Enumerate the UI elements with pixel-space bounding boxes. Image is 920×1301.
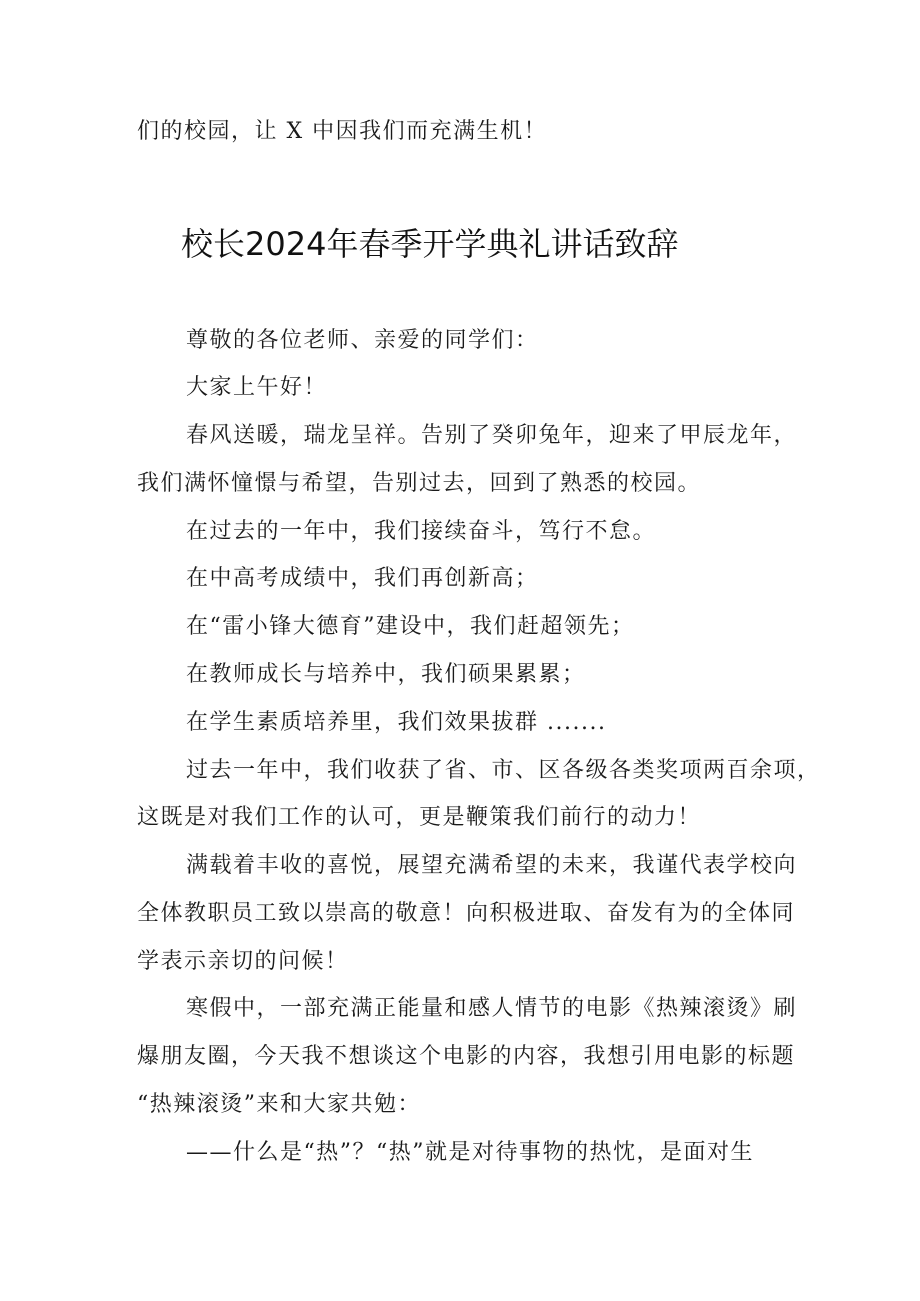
paragraph-line: 春风送暖，瑞龙呈祥。告别了癸卯兔年，迎来了甲辰龙年， [186, 423, 798, 448]
paragraph-line: 大家上午好！ [186, 375, 328, 400]
paragraph-line: ——什么是“热”？“热”就是对待事物的热忱，是面对生 [186, 1140, 754, 1165]
paragraph-line: 全体教职员工致以崇高的敬意！向积极进取、奋发有为的全体同 [137, 901, 796, 926]
paragraph-line: 我们满怀憧憬与希望，告别过去，回到了熟悉的校园。 [137, 471, 702, 496]
speech-title: 校长2024年春季开学典礼讲话致辞 [181, 225, 679, 263]
paragraph-line: 学表示亲切的问候！ [137, 949, 349, 974]
paragraph-line: 过去一年中，我们收获了省、市、区各级各类奖项两百余项， [186, 758, 821, 783]
paragraph-line: “热辣滚烫”来和大家共勉： [137, 1092, 421, 1117]
paragraph-line: 在过去的一年中，我们接续奋斗，笃行不怠。 [186, 519, 657, 544]
paragraph-line: 尊敬的各位老师、亲爱的同学们： [186, 328, 539, 353]
paragraph-line: 在中高考成绩中，我们再创新高； [186, 566, 539, 591]
carryover-line: 们的校园，让 X 中因我们而充满生机！ [137, 119, 548, 144]
paragraph-line: 在“雷小锋大德育”建设中，我们赶超领先； [186, 614, 635, 639]
paragraph-line: 在教师成长与培养中，我们硕果累累； [186, 662, 586, 687]
paragraph-line: 在学生素质培养里，我们效果拔群 ....... [186, 710, 607, 735]
paragraph-line: 满载着丰收的喜悦，展望充满希望的未来，我谨代表学校向 [186, 853, 798, 878]
paragraph-line: 爆朋友圈，今天我不想谈这个电影的内容，我想引用电影的标题 [137, 1044, 796, 1069]
paragraph-line: 寒假中，一部充满正能量和感人情节的电影《热辣滚烫》刷 [186, 996, 798, 1021]
paragraph-line: 这既是对我们工作的认可，更是鞭策我们前行的动力！ [137, 805, 702, 830]
